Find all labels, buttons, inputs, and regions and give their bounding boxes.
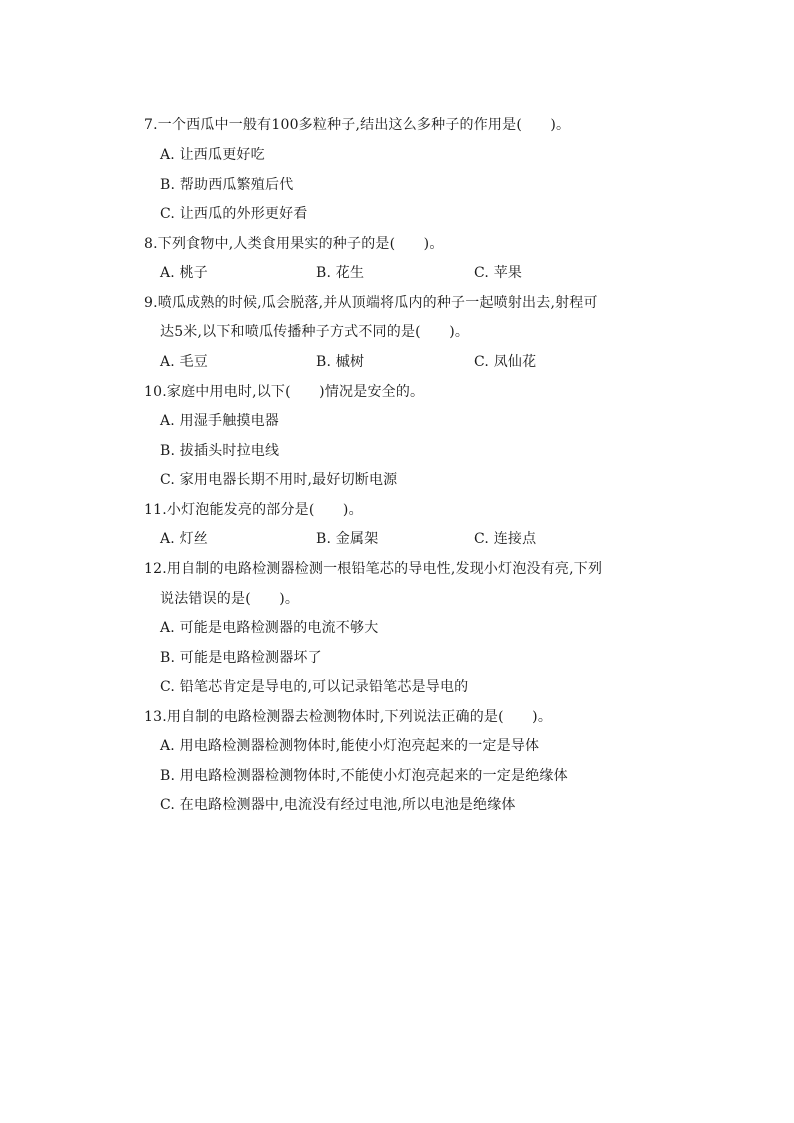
- question-8-option-b: B. 花生: [316, 265, 365, 281]
- question-11-option-a: A. 灯丝: [160, 531, 209, 547]
- question-9-option-a: A. 毛豆: [160, 354, 209, 370]
- question-10-option-b: B. 拔插头时拉电线: [160, 443, 280, 459]
- question-9-option-c: C. 凤仙花: [474, 354, 537, 370]
- question-12-stem-line-1: 12.用自制的电路检测器检测一根铅笔芯的导电性,发现小灯泡没有亮,下列: [144, 561, 603, 577]
- question-8-stem: 8.下列食物中,人类食用果实的种子的是( )。: [144, 236, 444, 252]
- question-10-option-a: A. 用湿手触摸电器: [160, 413, 280, 429]
- question-7-option-a: A. 让西瓜更好吃: [160, 147, 265, 163]
- question-9-stem-line-1: 9.喷瓜成熟的时候,瓜会脱落,并从顶端将瓜内的种子一起喷射出去,射程可: [144, 295, 598, 311]
- question-7-stem: 7.一个西瓜中一般有100多粒种子,结出这么多种子的作用是( )。: [144, 117, 571, 133]
- question-8-option-a: A. 桃子: [160, 265, 209, 281]
- question-7-option-b: B. 帮助西瓜繁殖后代: [160, 177, 294, 193]
- question-13-option-b: B. 用电路检测器检测物体时,不能使小灯泡亮起来的一定是绝缘体: [160, 768, 568, 784]
- question-13-stem: 13.用自制的电路检测器去检测物体时,下列说法正确的是( )。: [144, 709, 553, 725]
- question-11-option-b: B. 金属架: [316, 531, 379, 547]
- question-11-option-c: C. 连接点: [474, 531, 537, 547]
- question-8-option-c: C. 苹果: [474, 265, 523, 281]
- question-12-option-c: C. 铅笔芯肯定是导电的,可以记录铅笔芯是导电的: [160, 679, 469, 695]
- question-12-option-b: B. 可能是电路检测器坏了: [160, 650, 322, 666]
- question-13-option-c: C. 在电路检测器中,电流没有经过电池,所以电池是绝缘体: [160, 797, 516, 813]
- question-12-option-a: A. 可能是电路检测器的电流不够大: [160, 620, 379, 636]
- question-9-option-b: B. 槭树: [316, 354, 365, 370]
- question-10-option-c: C. 家用电器长期不用时,最好切断电源: [160, 472, 398, 488]
- question-11-stem: 11.小灯泡能发亮的部分是( )。: [144, 502, 363, 518]
- question-7-option-c: C. 让西瓜的外形更好看: [160, 206, 308, 222]
- question-13-option-a: A. 用电路检测器检测物体时,能使小灯泡亮起来的一定是导体: [160, 738, 540, 754]
- question-9-stem-line-2: 达5米,以下和喷瓜传播种子方式不同的是( )。: [160, 324, 470, 340]
- question-10-stem: 10.家庭中用电时,以下( )情况是安全的。: [144, 384, 425, 400]
- question-12-stem-line-2: 说法错误的是( )。: [160, 591, 300, 607]
